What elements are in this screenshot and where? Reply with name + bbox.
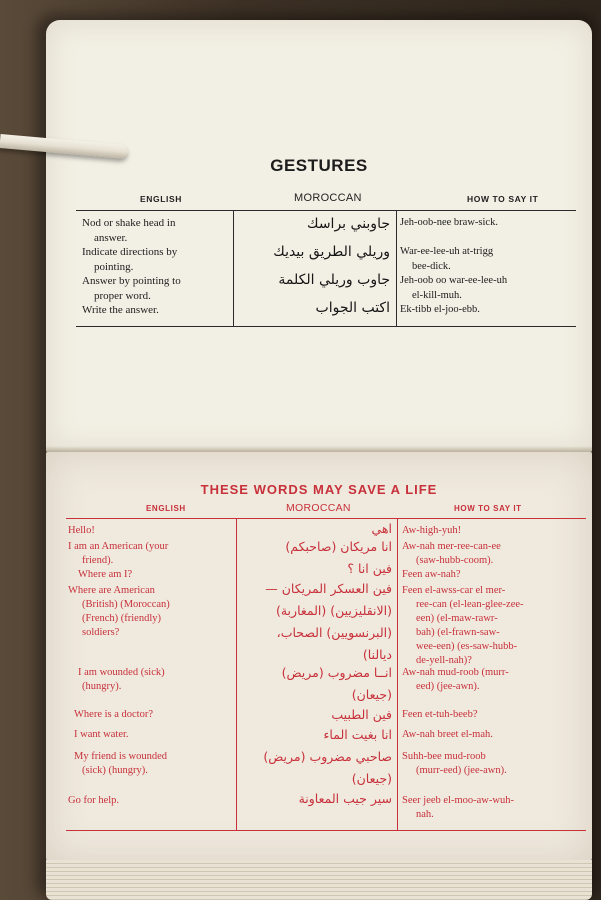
words-title: THESE WORDS MAY SAVE A LIFE: [200, 482, 438, 497]
gestures-rule-bottom: [76, 326, 576, 327]
gesture-say-line: [400, 231, 580, 246]
phrase-english: [68, 568, 236, 582]
words-pronunciation-column: [402, 452, 588, 862]
phrase-english-line: (British) (Moroccan): [82, 599, 170, 610]
phrase-arabic: [242, 704, 392, 726]
header-moroccan: MOROCCAN: [294, 192, 362, 204]
header-how-to-say: HOW TO SAY IT: [454, 504, 522, 513]
phrase-arabic-line: (البرنسويين) الصحاب،: [276, 625, 392, 640]
phrase-arabic-line: صاحبي مضروب (مريض): [263, 749, 392, 764]
gestures-arabic-column: [238, 210, 390, 322]
page-gestures: [46, 20, 592, 452]
phrase-english-line: I am an American (your: [68, 541, 169, 552]
phrase-arabic-line: (جيعان): [351, 771, 392, 786]
phrase-arabic-line: انا بغيت الماء: [323, 727, 392, 742]
words-column-divider: [236, 518, 237, 830]
phrase-english: [68, 794, 236, 808]
gesture-english-line: Answer by pointing to: [82, 275, 181, 287]
phrase-arabic: [242, 788, 392, 810]
phrase-arabic: [242, 536, 392, 558]
phrase-arabic: [242, 746, 392, 790]
phrase-arabic-line: فين العسكر المريكان —: [265, 581, 392, 596]
phrase-english-line: (hungry).: [82, 681, 122, 692]
phrase-say: [402, 750, 588, 778]
gesture-say-line: War-ee-lee-uh at-trigg: [400, 246, 494, 257]
phrase-english: [68, 750, 236, 778]
gestures-title: GESTURES: [270, 156, 368, 175]
header-english: ENGLISH: [140, 194, 182, 204]
gesture-english-line: Indicate directions by: [82, 246, 178, 258]
header-moroccan: MOROCCAN: [286, 502, 351, 514]
phrase-english-line: I am wounded (sick): [78, 667, 165, 678]
phrase-say: [402, 794, 588, 822]
phrase-english-line: Go for help.: [68, 795, 120, 806]
phrase-arabic-line: اهي: [371, 521, 392, 536]
phrase-english: [68, 584, 236, 640]
phrase-say-line: een) (el-maw-rawr-: [416, 613, 498, 624]
phrase-say-line: Suhh-bee mud-roob: [402, 751, 486, 762]
phrase-say-line: eed) (jee-awn).: [416, 681, 480, 692]
gesture-arabic-line: اكتب الجواب: [315, 300, 390, 316]
words-arabic-column: [242, 452, 392, 862]
phrase-english-line: Where am I?: [78, 569, 133, 580]
phrase-english: [68, 666, 236, 694]
phrase-english-line: Hello!: [68, 525, 95, 536]
gesture-english-line: answer.: [94, 231, 128, 244]
phrase-arabic: [242, 662, 392, 706]
gesture-english-line: Write the answer.: [82, 304, 159, 316]
phrase-arabic-line: سير جيب المعاونة: [298, 791, 392, 806]
phrase-arabic-line: (الانقليزيين) (المغاربة): [275, 603, 392, 618]
header-how-to-say: HOW TO SAY IT: [467, 194, 539, 204]
phrase-english-line: (French) (friendly): [82, 613, 162, 624]
phrase-english: [68, 540, 236, 568]
phrase-say-line: de-yell-nah)?: [416, 655, 472, 666]
phrase-say: [402, 666, 588, 694]
phrase-arabic-line: (جيعان): [351, 687, 392, 702]
gesture-english-line: proper word.: [94, 289, 151, 302]
phrase-english: [68, 524, 236, 538]
phrase-english: [68, 728, 236, 742]
phrase-english-line: My friend is wounded: [74, 751, 168, 762]
phrase-say: [402, 708, 588, 722]
phrase-english-line: friend).: [82, 555, 114, 566]
gesture-say-line: Ek-tibb el-joo-ebb.: [400, 304, 480, 315]
phrase-english-line: soldiers?: [82, 627, 120, 638]
gesture-arabic-line: جاوب وريلي الكلمة: [278, 272, 390, 288]
phrase-say-line: Feen et-tuh-beeb?: [402, 709, 478, 720]
phrase-say: [402, 584, 588, 668]
phrase-english: [68, 708, 236, 722]
phrase-say: [402, 524, 588, 538]
phrase-english-line: Where is a doctor?: [74, 709, 154, 720]
phrase-arabic-line: فين الطبيب: [331, 707, 392, 722]
booklet-page-edges: [46, 860, 592, 900]
phrase-say-line: Seer jeeb el-moo-aw-wuh-: [402, 795, 514, 806]
gesture-arabic-line: وريلي الطريق بيديك: [273, 244, 390, 260]
page-save-a-life: [46, 452, 592, 862]
words-english-column: [68, 452, 236, 862]
phrase-arabic-line: ديالنا): [362, 647, 392, 662]
gesture-say-line: Jeh-oob-nee braw-sick.: [400, 217, 498, 228]
phrase-arabic-line: فين انا ؟: [347, 561, 392, 576]
header-english: ENGLISH: [146, 504, 186, 513]
phrase-say-line: nah.: [416, 809, 434, 820]
phrase-say: [402, 540, 588, 568]
gestures-column-divider: [396, 210, 397, 326]
phrase-arabic: [242, 724, 392, 746]
phrase-say-line: Aw-high-yuh!: [402, 525, 462, 536]
phrase-english-line: Where are American: [68, 585, 155, 596]
phrase-arabic: [242, 558, 392, 580]
gesture-english-line: pointing.: [94, 260, 134, 273]
phrase-say-line: Aw-nah mud-roob (murr-: [402, 667, 509, 678]
words-column-divider: [397, 518, 398, 830]
phrase-arabic-line: انا مريكان (صاحبكم): [285, 539, 392, 554]
gesture-say-line: el-kill-muh.: [412, 289, 462, 301]
gesture-say-line: bee-dick.: [412, 260, 451, 272]
phrase-say-line: wee-een) (es-saw-hubb-: [416, 641, 518, 652]
phrase-say-line: Feen aw-nah?: [402, 569, 461, 580]
phrase-say: [402, 728, 588, 742]
phrase-english-line: I want water.: [74, 729, 129, 740]
gestures-english-column: [82, 216, 232, 318]
phrase-say-line: ree-can (el-lean-glee-zee-: [416, 599, 524, 610]
phrase-english-line: (sick) (hungry).: [82, 765, 148, 776]
phrase-arabic-line: انــا مضروب (مريض): [281, 665, 392, 680]
phrase-say: [402, 568, 588, 582]
gestures-header-row: [76, 192, 576, 206]
gesture-english-line: Nod or shake head in: [82, 217, 176, 229]
gesture-arabic-line: جاوبني براسك: [307, 216, 390, 232]
phrase-say-line: Feen el-awss-car el mer-: [402, 585, 506, 596]
gestures-column-divider: [233, 210, 234, 326]
gestures-pronunciation-column: [400, 216, 580, 318]
phrase-say-line: Aw-nah breet el-mah.: [402, 729, 493, 740]
phrase-say-line: (saw-hubb-coom).: [416, 555, 494, 566]
phrase-say-line: (murr-eed) (jee-awn).: [416, 765, 507, 776]
phrase-say-line: Aw-nah mer-ree-can-ee: [402, 541, 501, 552]
phrase-say-line: bah) (el-frawn-saw-: [416, 627, 500, 638]
gesture-say-line: Jeh-oob oo war-ee-lee-uh: [400, 275, 508, 286]
phrase-arabic: [242, 578, 392, 666]
